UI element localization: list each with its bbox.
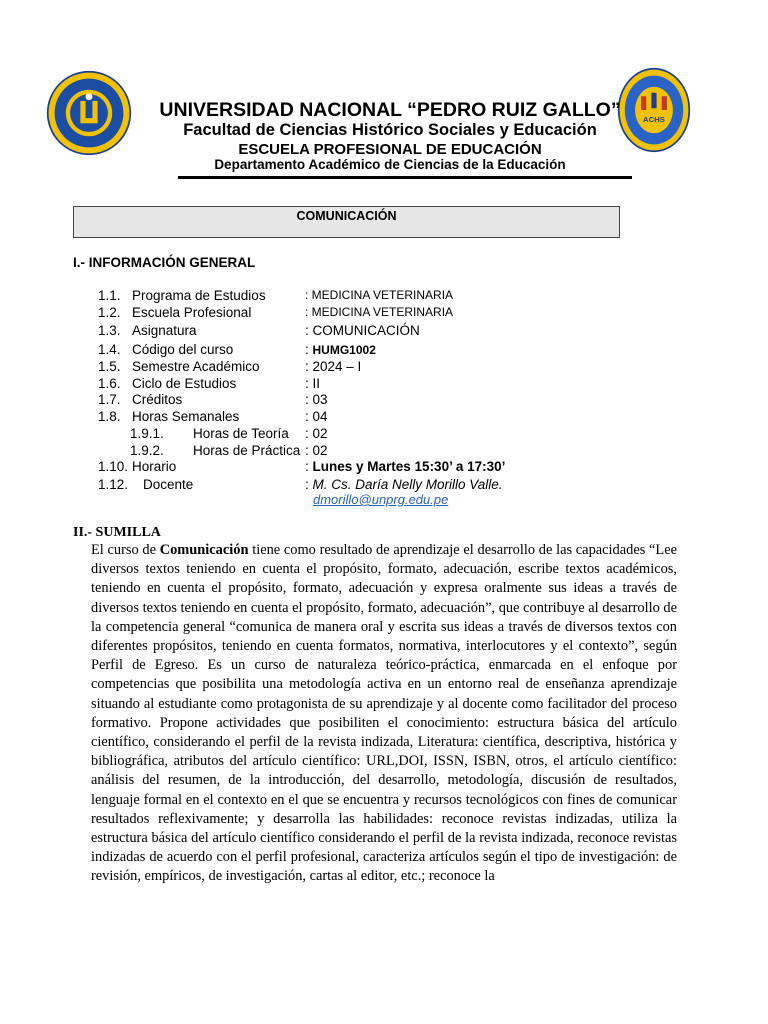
info-label: Créditos <box>132 392 183 407</box>
info-label: Asignatura <box>132 323 197 338</box>
info-value: : 03 <box>305 392 328 407</box>
info-row <box>0 304 768 321</box>
info-label: Horario <box>132 459 177 474</box>
sumilla-course-name: Comunicación <box>159 542 249 558</box>
sumilla-text-start: El curso de <box>91 542 160 558</box>
info-row <box>0 375 768 392</box>
info-value: : 02 <box>305 443 328 458</box>
info-colon: : <box>305 477 313 492</box>
info-number: 1.1. <box>98 288 121 303</box>
info-number: 1.5. <box>98 359 121 374</box>
university-name: UNIVERSIDAD NACIONAL “PEDRO RUIZ GALLO” <box>159 99 621 121</box>
info-label: Programa de Estudios <box>132 288 266 303</box>
info-colon: : <box>305 459 313 474</box>
info-value: : 02 <box>305 426 328 441</box>
course-title-box <box>73 206 620 238</box>
header-divider <box>178 176 632 179</box>
faculty-name: Facultad de Ciencias Histórico Sociales y Educación <box>183 121 597 139</box>
course-code: HUMG1002 <box>312 343 376 357</box>
info-label: Horas de Práctica <box>193 443 301 458</box>
info-number: 1.2. <box>98 305 121 320</box>
info-number: 1.9.1. <box>130 426 164 441</box>
info-label: Semestre Académico <box>132 359 260 374</box>
sumilla-paragraph <box>91 541 677 887</box>
schedule-value: Lunes y Martes 15:30’ a 17:30’ <box>312 459 506 474</box>
info-label: Docente <box>143 477 194 492</box>
info-row <box>0 476 768 493</box>
department-name: Departamento Académico de Ciencias de la Educación <box>214 157 566 172</box>
info-number: 1.4. <box>98 342 121 357</box>
seal-text: ACHS <box>643 115 665 125</box>
info-label: Horas Semanales <box>132 409 240 424</box>
info-value <box>305 458 505 475</box>
info-value: : 04 <box>305 409 328 424</box>
info-number: 1.3. <box>98 323 121 338</box>
info-label: Ciclo de Estudios <box>132 376 237 391</box>
info-row <box>0 287 768 304</box>
info-label: Horas de Teoría <box>193 426 289 441</box>
university-seal-icon <box>46 70 132 156</box>
info-row <box>0 425 768 442</box>
teacher-name: M. Cs. Daría Nelly Morillo Valle. <box>312 477 503 492</box>
course-title: COMUNICACIÓN <box>296 209 397 223</box>
info-row <box>0 458 768 475</box>
info-value: : II <box>305 376 321 391</box>
section-sumilla-heading: II.- SUMILLA <box>73 525 161 540</box>
info-number: 1.6. <box>98 376 121 391</box>
info-row <box>0 442 768 459</box>
info-row <box>0 391 768 408</box>
info-colon: : <box>305 342 313 357</box>
info-number: 1.8. <box>98 409 121 424</box>
info-number: 1.12. <box>98 477 129 492</box>
info-row <box>0 358 768 375</box>
info-value <box>305 341 376 359</box>
info-label: Código del curso <box>132 342 234 357</box>
info-number: 1.7. <box>98 392 121 407</box>
info-number: 1.9.2. <box>130 443 164 458</box>
info-row <box>0 408 768 425</box>
info-row <box>0 322 768 339</box>
teacher-email-link[interactable]: dmorillo@unprg.edu.pe <box>313 492 449 507</box>
info-row <box>0 341 768 358</box>
info-value <box>305 476 503 493</box>
info-number: 1.10. <box>98 459 129 474</box>
info-value: : COMUNICACIÓN <box>305 323 420 338</box>
info-label: Escuela Profesional <box>132 305 252 320</box>
section-general-info-heading: I.- INFORMACIÓN GENERAL <box>73 255 256 270</box>
info-value: : 2024 – I <box>305 359 362 374</box>
info-value: : MEDICINA VETERINARIA <box>305 305 454 319</box>
school-name: ESCUELA PROFESIONAL DE EDUCACIÓN <box>238 141 542 158</box>
info-value: : MEDICINA VETERINARIA <box>305 288 454 302</box>
sumilla-text-body: tiene como resultado de aprendizaje el desarrollo de las capacidades “Lee diversos textos teniendo en cuenta el propósito, formato, adecuación, escribe textos académicos, teniendo en cuenta el propósito, formato, adecuación y expresa oralmente sus ideas a través de diversos textos teniendo en cuenta el propósito, formato, adecuación”, que contribuye al desarrollo de la competencia general “comunica de manera oral y escrita sus ideas a través de diversos textos con diferentes propósitos, teniendo en cuenta formatos, normativa, interlocutores y el contexto”, según Perfil de Egreso. Es un curso de naturaleza teórico-práctica, enmarcada en el enfoque por competencias que posibilita una metodología activa en un entorno real de enseñanza aprendizaje situando al estudiante como protagonista de su aprendizaje y al docente como facilitador del proceso formativo. Propone actividades que posibiliten el conocimiento: estructura básica del artículo científico, considerando el perfil de la revista indizada, Literatura: científica, descriptiva, histórica y bibliográfica, atributos del artículo científico: URL,DOI, ISSN, ISBN, otros, el artículo científico: análisis del resumen, de la introducción, del desarrollo, metodología, discusión de resultados, lenguaje formal en el contexto en el que se encuentra y recursos tecnológicos con fines de comunicar resultados reflexivamente; y desarrolla las habilidades: reconoce revistas indizadas, utiliza la estructura básica del artículo científico considerando el perfil de la revista indizada, reconoce revistas indizadas de acuerdo con el perfil profesional, caracteriza artículos según el tipo de investigación: de revisión, empíricos, de investigación, cartas al editor, etc.; reconoce la <box>91 542 677 885</box>
